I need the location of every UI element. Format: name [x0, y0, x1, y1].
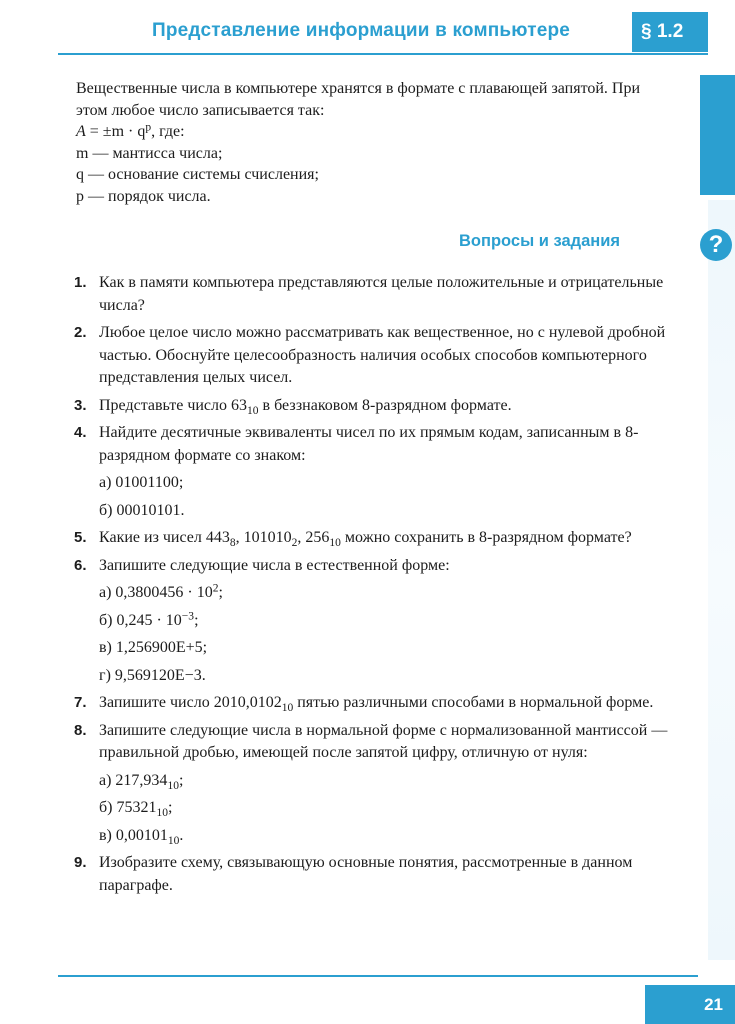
question-7: 7. Запишите число $2010,0102_{10}$ пятью различными способами в нормальной форме.: [74, 694, 654, 715]
questions-list: [74, 272, 668, 902]
question-4-a: а) 01001100;: [99, 474, 184, 491]
intro-paragraph: [76, 78, 668, 207]
question-6: 6. Запишите следующие числа в естественной форме: а) $0,3800456 \cdot 10^2$; б) $0,245 \cdot 10^{-3}$; в) 1,256900E+5; г) 9,569120E−3.: [74, 555, 668, 688]
formula: $A = \pm m \cdot q^p$, где:: [76, 121, 185, 140]
question-8: 8. Запишите следующие числа в нормальной форме с нормализованной мантиссой — правильной дробью, имеющей после запятой цифру, отличную от нуля: а) $217,934_{10}$; б) $75321_{10}$; в) $0,00101_{10}$.: [74, 721, 668, 847]
intro-text: Вещественные числа в компьютере хранятся в формате с плавающей запятой. При этом любое число записывается так:: [76, 80, 641, 119]
question-9: 9. Изобразите схему, связывающую основные понятия, рассмотренные в данном параграфе.: [74, 854, 633, 894]
question-3: 3. Представьте число $63_{10}$ в беззнаковом 8-разрядном формате.: [74, 396, 512, 417]
header-divider: [58, 53, 708, 55]
question-8-c: в) $0,00101_{10}$.: [99, 826, 184, 847]
question-6-d: г) 9,569120E−3.: [99, 666, 206, 684]
section-badge: § 1.2: [632, 12, 708, 52]
question-6-b: б) $0,245 \cdot 10^{-3}$;: [99, 609, 199, 629]
question-1: 1. Как в памяти компьютера представляются целые положительные и отрицательные числа?: [74, 274, 664, 314]
question-6-a: а) $0,3800456 \cdot 10^2$;: [99, 582, 223, 601]
definition-m: m — мантисса числа;: [76, 144, 223, 162]
question-8-a: а) $217,934_{10}$;: [99, 771, 184, 792]
question-mark-icon: ?: [700, 229, 732, 261]
page-header-title: Представление информации в компьютере: [152, 20, 571, 41]
question-6-c: в) 1,256900E+5;: [99, 639, 208, 656]
footer-divider: [58, 975, 698, 977]
margin-tab: [700, 75, 735, 195]
question-4-b: б) 00010101.: [99, 501, 185, 519]
definition-q: q — основание системы счисления;: [76, 166, 319, 183]
question-2: 2. Любое целое число можно рассматривать как вещественное, но с нулевой дробной частью. Обоснуйте целесообразность наличия особых способов компьютерного представления целых чисел.: [74, 324, 666, 386]
section-title: Вопросы и задания: [459, 232, 621, 250]
margin-strip: [708, 200, 735, 960]
page-number: 21: [645, 985, 735, 1024]
definition-p: p — порядок числа.: [76, 187, 211, 205]
question-4: 4. Найдите десятичные эквиваленты чисел по их прямым кодам, записанным в 8-разрядном формате со знаком: а) 01001100; б) 00010101.: [74, 422, 668, 522]
question-5: 5. Какие из чисел $443_8$, $101010_2$, $256_{10}$ можно сохранить в 8-разрядном формате?: [74, 529, 632, 550]
question-8-b: б) $75321_{10}$;: [99, 799, 173, 820]
